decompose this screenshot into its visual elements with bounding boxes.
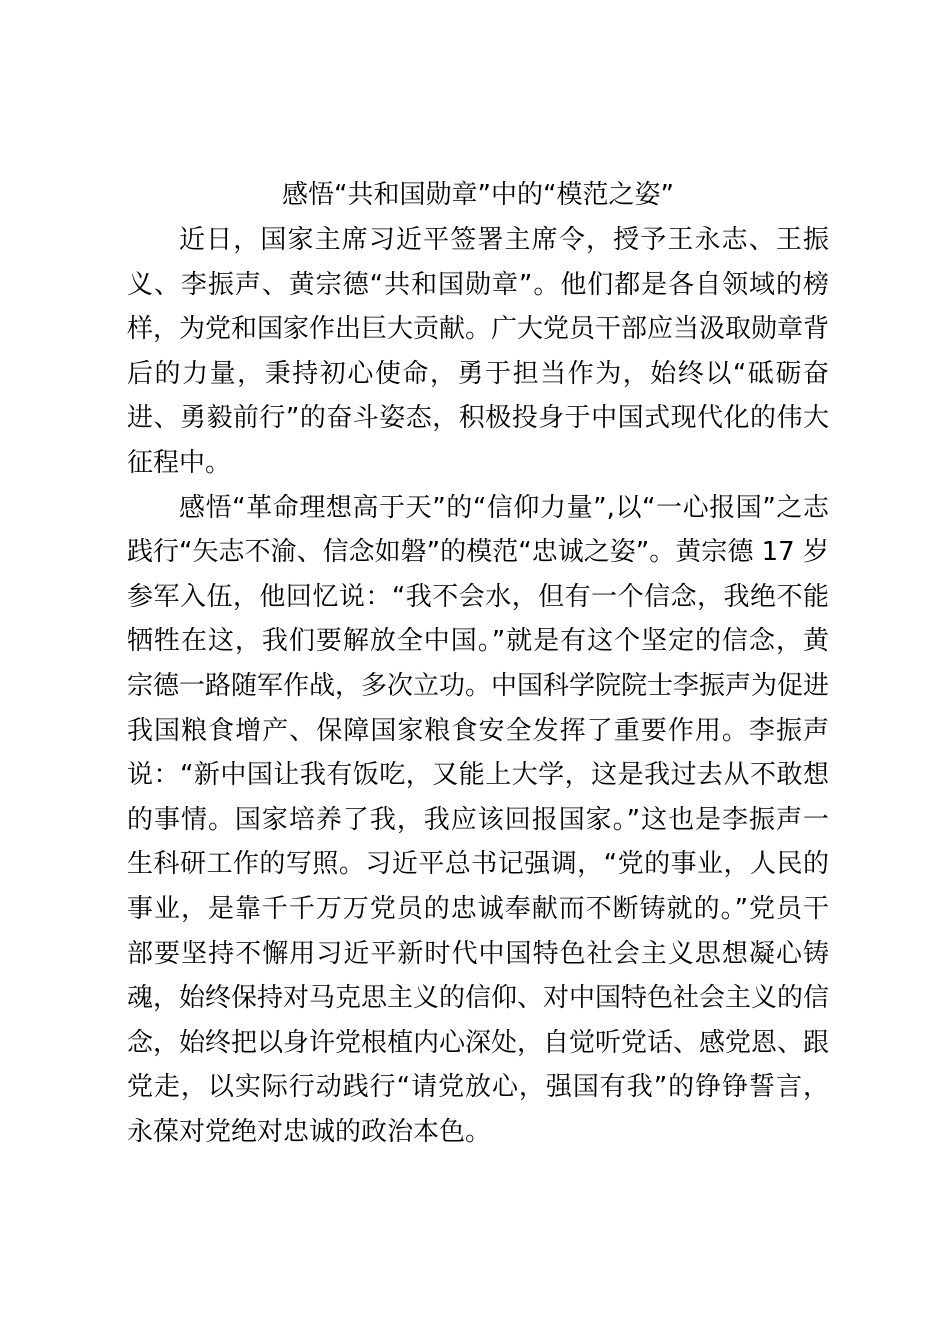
- document-title: 感悟“共和国勋章”中的“模范之姿”: [282, 180, 674, 210]
- paragraph-1: 近日，国家主席习近平签署主席令，授予王永志、王振义、李振声、黄宗德“共和国勋章”。他们都是各自领域的榜样，为党和国家作出巨大贡献。广大党员干部应当汲取勋章背后的力量，秉持初心使命，勇于担当作为，始终以“砥砺奋进、勇毅前行”的奋斗姿态，积极投身于中国式现代化的伟大征程中。: [127, 225, 830, 478]
- document-page: [127, 172, 829, 1154]
- paragraph-2: 感悟“革命理想高于天”的“信仰力量”,以“一心报国”之志践行“矢志不渝、信念如磐”的模范“忠诚之姿”。黄宗德 17 岁参军入伍，他回忆说：“我不会水，但有一个信念，我绝不能牺牲在这，我们要解放全中国。”就是有这个坚定的信念，黄宗德一路随军作战，多次立功。中国科学院院士李振声为促进我国粮食增产、保障国家粮食安全发挥了重要作用。李振声说：“新中国让我有饭吃，又能上大学，这是我过去从不敢想的事情。国家培养了我，我应该回报国家。”这也是李振声一生科研工作的写照。习近平总书记强调，“党的事业，人民的事业，是靠千千万万党员的忠诚奉献而不断铸就的。”党员干部要坚持不懈用习近平新时代中国特色社会主义思想凝心铸魂，始终保持对马克思主义的信仰、对中国特色社会主义的信念，始终把以身许党根植内心深处，自觉听党话、感党恩、跟党走，以实际行动践行“请党放心，强国有我”的铮铮誓言，永葆对党绝对忠诚的政治本色。: [127, 492, 830, 1147]
